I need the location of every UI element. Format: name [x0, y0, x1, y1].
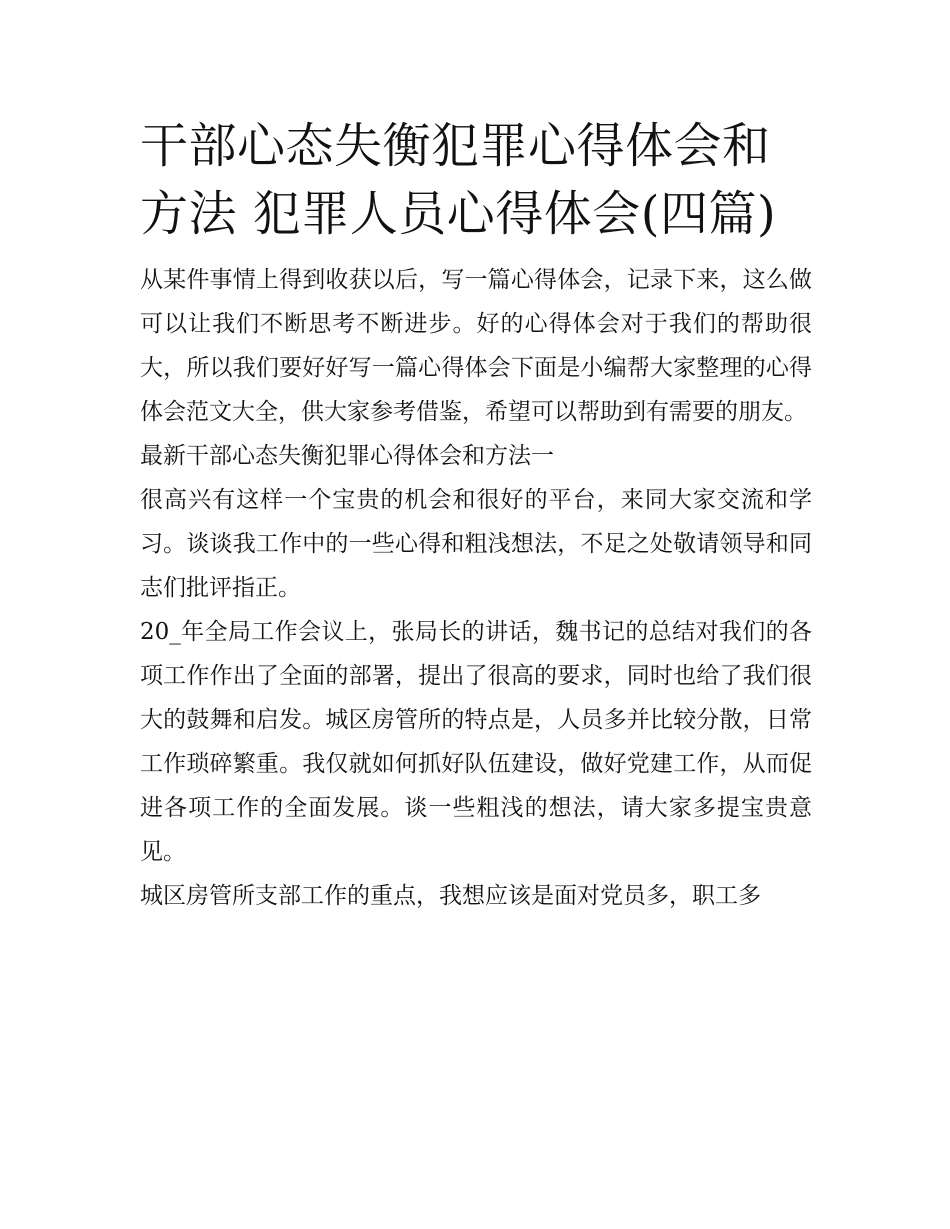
body-paragraph: 城区房管所支部工作的重点，我想应该是面对党员多，职工多 [140, 883, 761, 909]
section-heading: 最新干部心态失衡犯罪心得体会和方法一 [140, 443, 554, 469]
intro-paragraph: 从某件事情上得到收获以后，写一篇心得体会，记录下来，这么做可以让我们不断思考不断进步。好的心得体会对于我们的帮助很大，所以我们要好好写一篇心得体会下面是小编帮大家整理的心得体会范文大全，供大家参考借鉴，希望可以帮助到有需要的朋友。 [140, 267, 812, 425]
document-page [140, 112, 812, 918]
body-paragraph: 很高兴有这样一个宝贵的机会和很好的平台，来同大家交流和学习。谈谈我工作中的一些心得和粗浅想法，不足之处敬请领导和同志们批评指正。 [140, 487, 812, 601]
body-paragraph: 20_年全局工作会议上，张局长的讲话，魏书记的总结对我们的各项工作作出了全面的部署，提出了很高的要求，同时也给了我们很大的鼓舞和启发。城区房管所的特点是，人员多并比较分散，日常工作琐碎繁重。我仅就如何抓好队伍建设，做好党建工作，从而促进各项工作的全面发展。谈一些粗浅的想法，请大家多提宝贵意见。 [140, 619, 812, 865]
document-title: 干部心态失衡犯罪心得体会和方法 犯罪人员心得体会(四篇) [140, 118, 777, 242]
